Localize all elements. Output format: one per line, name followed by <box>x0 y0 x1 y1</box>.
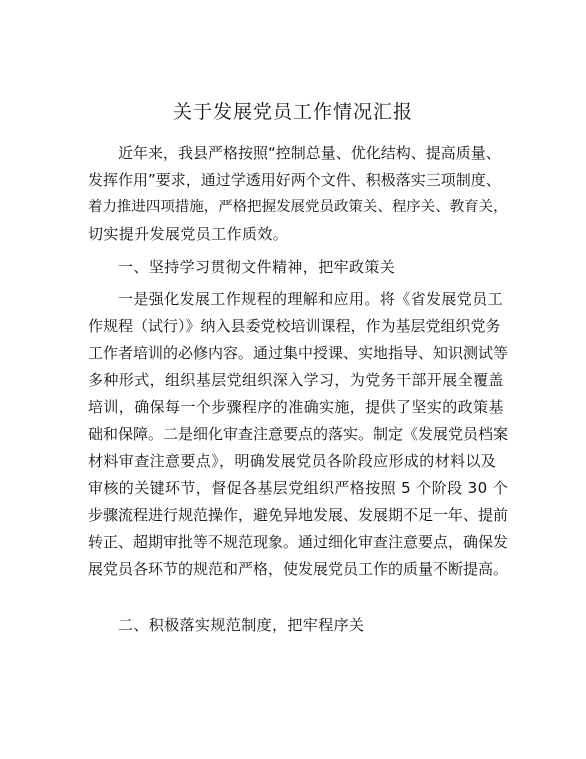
paragraph-line: 作规程（试行）》纳入县委党校培训课程，作为基层党组织党务 <box>88 317 501 335</box>
paragraph-line: 近年来，我县严格按照“控制总量、优化结构、提高质量、 <box>118 144 501 162</box>
paragraph-line: 着力推进四项措施，严格把握发展党员政策关、程序关、教育关， <box>88 199 508 215</box>
paragraph-line: 础和保障。二是细化审查注意要点的落实。制定《发展党员档案 <box>88 425 509 443</box>
paragraph-line: 一是强化发展工作规程的理解和应用。将《省发展党员工 <box>118 290 504 308</box>
document-title: 关于发展党员工作情况汇报 <box>172 101 413 123</box>
paragraph-line: 培训，确保每一个步骤程序的准确实施，提供了坚实的政策基 <box>88 398 504 416</box>
paragraph-line: 多种形式，组织基层党组织深入学习，为党务干部开展全覆盖 <box>88 371 504 389</box>
paragraph-line: 步骤流程进行规范操作，避免异地发展、发展期不足一年、提前 <box>88 506 509 524</box>
paragraph-line: 转正、超期审批等不规范现象。通过细化审查注意要点，确保发 <box>88 533 509 551</box>
paragraph-line: 审核的关键环节，督促各基层党组织严格按照 5 个阶段 30 个 <box>88 479 509 497</box>
section-heading-2: 二、积极落实规范制度，把牢程序关 <box>118 616 365 634</box>
section-heading-1: 一、坚持学习贯彻文件精神，把牢政策关 <box>118 258 396 276</box>
paragraph-line: 切实提升发展党员工作质效。 <box>88 225 289 243</box>
paragraph-line: 发挥作用”要求，通过学透用好两个文件、积极落实三项制度、 <box>88 171 501 189</box>
paragraph-line: 工作者培训的必修内容。通过集中授课、实地指导、知识测试等 <box>88 344 509 362</box>
paragraph-line: 展党员各环节的规范和严格，使发展党员工作的质量不断提高。 <box>88 560 509 578</box>
intro-paragraph <box>88 140 508 248</box>
paragraph-line: 材料审查注意要点》，明确发展党员各阶段应形成的材料以及 <box>88 452 497 470</box>
section1-paragraph <box>88 286 508 583</box>
